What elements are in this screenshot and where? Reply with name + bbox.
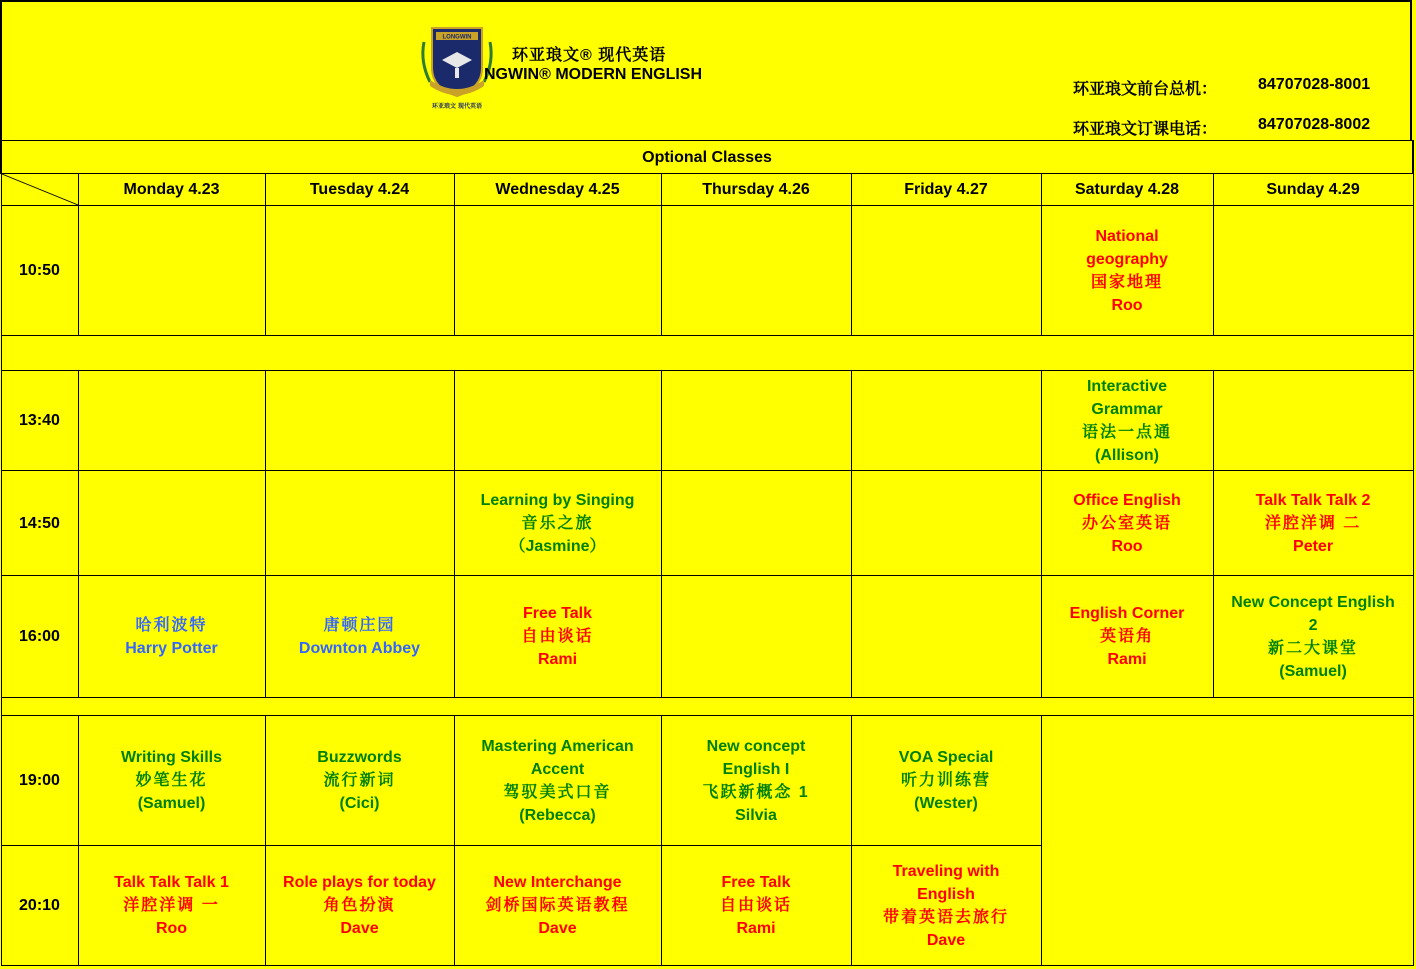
class-wed-1600 xyxy=(454,576,661,698)
class-line: Talk Talk Talk 2 xyxy=(1255,491,1371,509)
class-line: New concept xyxy=(706,737,806,755)
class-teacher: Dave xyxy=(926,931,966,949)
class-line: 角色扮演 xyxy=(323,897,396,914)
class-line: Traveling with xyxy=(892,862,1000,880)
class-thu-2010 xyxy=(661,846,851,966)
corner-cell xyxy=(1,174,78,206)
day-saturday: Saturday 4.28 xyxy=(1041,174,1213,206)
class-teacher: (Samuel) xyxy=(137,795,206,812)
class-teacher: (Samuel) xyxy=(1279,662,1347,680)
class-line: Talk Talk Talk 1 xyxy=(114,874,229,891)
class-line: Accent xyxy=(530,760,585,778)
header xyxy=(0,0,1412,140)
empty-cell xyxy=(661,371,851,471)
class-thu-1900 xyxy=(661,716,851,846)
class-line: 音乐之旅 xyxy=(521,514,594,532)
empty-weekend-evening xyxy=(1041,716,1413,966)
time-1050: 10:50 xyxy=(1,206,78,336)
class-line: 自由谈话 xyxy=(719,897,792,914)
class-line: 语法一点通 xyxy=(1081,423,1172,441)
class-line: 办公室英语 xyxy=(1081,514,1172,532)
class-fri-1900 xyxy=(851,716,1041,846)
class-wed-2010 xyxy=(454,846,661,966)
class-line: 听力训练营 xyxy=(900,772,991,789)
svg-text:环亚琅文 现代英语: 环亚琅文 现代英语 xyxy=(431,103,483,110)
class-mon-2010 xyxy=(78,846,265,966)
empty-cell xyxy=(1213,206,1413,336)
class-line: 国家地理 xyxy=(1090,273,1163,291)
empty-cell xyxy=(78,471,265,576)
svg-text:LONGWIN: LONGWIN xyxy=(442,34,472,41)
empty-cell xyxy=(661,206,851,336)
class-teacher: Rami xyxy=(537,651,578,668)
empty-cell xyxy=(265,471,454,576)
class-line: 飞跃新概念 1 xyxy=(702,783,810,801)
empty-cell xyxy=(851,576,1041,698)
class-line: English Corner xyxy=(1069,605,1185,622)
class-fri-2010 xyxy=(851,846,1041,966)
empty-cell xyxy=(78,371,265,471)
class-teacher: Peter xyxy=(1293,537,1334,555)
class-line: 剑桥国际英语教程 xyxy=(485,897,630,914)
brand-chinese: 环亚琅文® 现代英语 xyxy=(512,47,667,64)
class-line: 哈利波特 xyxy=(135,616,208,634)
time-1600: 16:00 xyxy=(1,576,78,698)
class-line: 妙笔生花 xyxy=(135,772,208,789)
class-line: 驾驭美式口音 xyxy=(503,783,612,801)
time-1340: 13:40 xyxy=(1,371,78,471)
class-tue-2010 xyxy=(265,846,454,966)
time-1900: 19:00 xyxy=(1,716,78,846)
class-line: New Concept English xyxy=(1231,593,1395,611)
class-mon-1900 xyxy=(78,716,265,846)
class-teacher: Roo xyxy=(1111,537,1143,555)
class-line: Interactive xyxy=(1086,377,1168,395)
booking-number: 84707028-8002 xyxy=(1258,116,1371,133)
class-line: 英语角 xyxy=(1099,628,1154,645)
class-wed-1900 xyxy=(454,716,661,846)
class-sat-1450 xyxy=(1041,471,1213,576)
class-line: New Interchange xyxy=(493,874,622,891)
day-wednesday: Wednesday 4.25 xyxy=(454,174,661,206)
class-line: 自由谈话 xyxy=(521,628,594,645)
empty-cell xyxy=(265,371,454,471)
class-line: geography xyxy=(1086,250,1168,268)
class-teacher: Rami xyxy=(736,920,776,937)
front-desk-number: 84707028-8001 xyxy=(1258,76,1371,93)
empty-cell xyxy=(661,576,851,698)
day-friday: Friday 4.27 xyxy=(851,174,1041,206)
class-line: 2 xyxy=(1308,616,1318,634)
class-tue-1600 xyxy=(265,576,454,698)
empty-cell xyxy=(454,206,661,336)
front-desk-label: 环亚琅文前台总机： xyxy=(1073,81,1218,98)
class-sat-1050 xyxy=(1041,206,1213,336)
time-1450: 14:50 xyxy=(1,471,78,576)
class-teacher: Rami xyxy=(1107,651,1147,668)
class-sat-1600 xyxy=(1041,576,1213,698)
class-line: Mastering American xyxy=(481,737,634,755)
class-line: English xyxy=(917,885,975,903)
empty-cell xyxy=(661,471,851,576)
empty-cell xyxy=(454,371,661,471)
class-line: National xyxy=(1095,227,1159,245)
class-tue-1900 xyxy=(265,716,454,846)
class-line: 洋腔洋调 一 xyxy=(123,897,220,914)
class-mon-1600 xyxy=(78,576,265,698)
class-line: 唐顿庄园 xyxy=(323,616,396,634)
day-thursday: Thursday 4.26 xyxy=(661,174,851,206)
class-teacher: （Jasmine） xyxy=(509,537,606,555)
class-sun-1600 xyxy=(1213,576,1413,698)
class-sat-1340 xyxy=(1041,371,1213,471)
class-line: 新二大课堂 xyxy=(1268,639,1359,657)
empty-cell xyxy=(265,206,454,336)
class-line: Learning by Singing xyxy=(480,491,635,509)
class-line: 带着英语去旅行 xyxy=(882,908,1009,926)
class-teacher: Roo xyxy=(155,920,188,937)
class-line: Buzzwords xyxy=(317,749,402,766)
empty-cell xyxy=(78,206,265,336)
class-line: Free Talk xyxy=(721,874,791,891)
class-teacher: (Cici) xyxy=(339,795,380,812)
schedule-table xyxy=(0,140,1414,966)
class-line: Role plays for today xyxy=(283,874,436,891)
class-teacher: (Allison) xyxy=(1095,446,1159,464)
time-2010: 20:10 xyxy=(1,846,78,966)
class-teacher: Silvia xyxy=(735,806,777,824)
class-line: 洋腔洋调 二 xyxy=(1264,514,1362,532)
day-sunday: Sunday 4.29 xyxy=(1213,174,1413,206)
class-teacher: Dave xyxy=(340,920,379,937)
class-line: Free Talk xyxy=(522,605,593,622)
empty-cell xyxy=(851,371,1041,471)
day-monday: Monday 4.23 xyxy=(78,174,265,206)
table-title: Optional Classes xyxy=(1,141,1413,174)
class-line: Writing Skills xyxy=(120,749,223,766)
brand-english: NGWIN® MODERN ENGLISH xyxy=(484,66,703,83)
gap-row xyxy=(1,698,1413,716)
class-line: 流行新词 xyxy=(323,772,396,789)
class-teacher: (Rebecca) xyxy=(519,806,596,824)
class-sun-1450 xyxy=(1213,471,1413,576)
empty-cell xyxy=(851,471,1041,576)
class-wed-1450 xyxy=(454,471,661,576)
class-line: Office English xyxy=(1073,491,1181,509)
class-line: VOA Special xyxy=(898,749,994,766)
class-line: Harry Potter xyxy=(125,639,218,657)
booking-label: 环亚琅文订课电话： xyxy=(1073,121,1218,138)
class-teacher: Roo xyxy=(1111,296,1143,314)
class-line: Grammar xyxy=(1091,400,1163,418)
class-line: English I xyxy=(722,760,790,778)
empty-cell xyxy=(1213,371,1413,471)
day-tuesday: Tuesday 4.24 xyxy=(265,174,454,206)
empty-cell xyxy=(851,206,1041,336)
class-line: Downton Abbey xyxy=(298,639,421,657)
class-teacher: (Wester) xyxy=(914,795,978,812)
class-teacher: Dave xyxy=(538,920,577,937)
gap-row xyxy=(1,336,1413,371)
